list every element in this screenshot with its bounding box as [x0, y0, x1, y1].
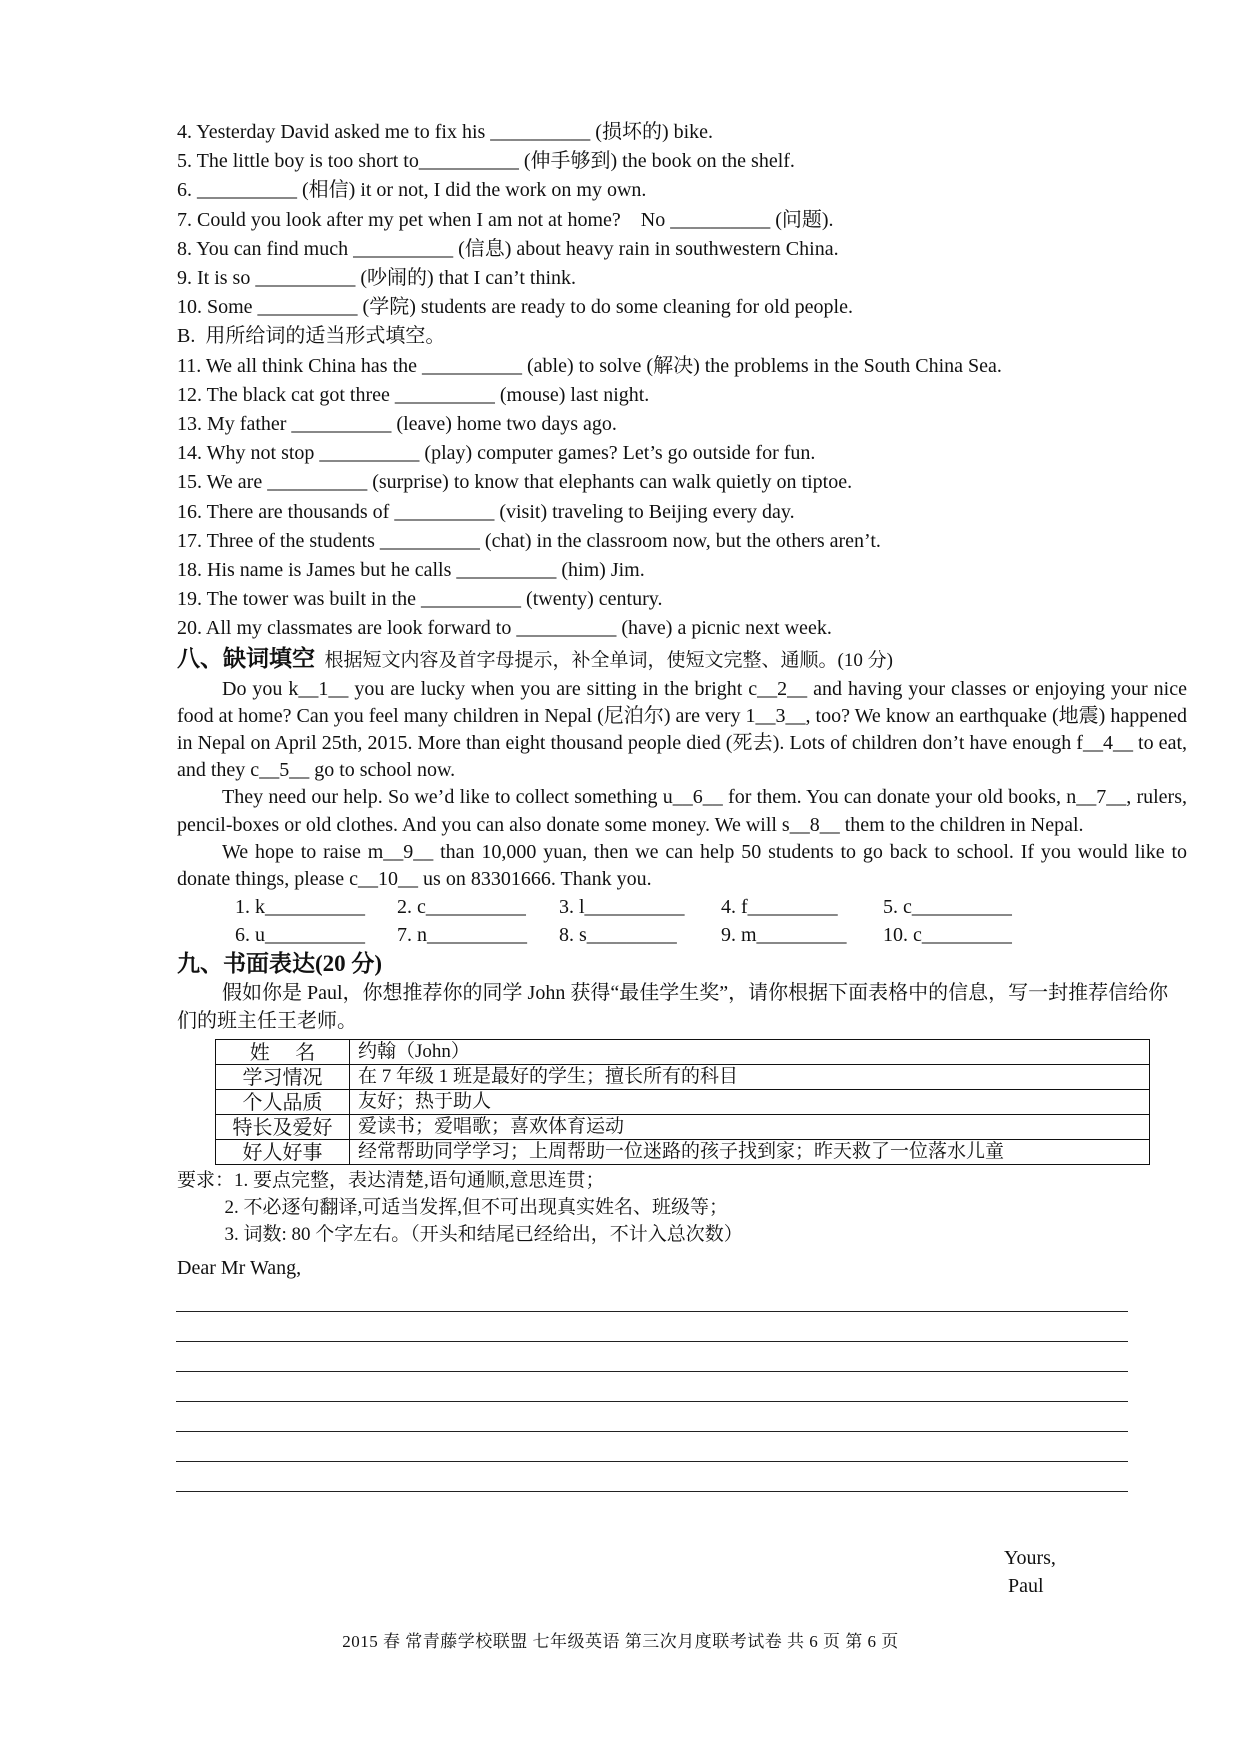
table-value: 友好；热于助人: [350, 1090, 1150, 1115]
question-6: 6. __________ (相信) it or not, I did the work on my own.: [177, 179, 647, 202]
question-12: 12. The black cat got three __________ (mouse) last night.: [177, 383, 650, 406]
question-7: 7. Could you look after my pet when I am not at home? No __________ (问题).: [177, 208, 834, 231]
cloze-passage: [177, 676, 1187, 894]
table-value: 爱读书；爱唱歌；喜欢体育运动: [350, 1115, 1150, 1140]
table-row: [216, 1140, 1150, 1165]
writing-line[interactable]: [176, 1462, 1128, 1492]
answer-blank-2[interactable]: 2. c__________: [397, 896, 526, 919]
signature: Paul: [1008, 1575, 1044, 1597]
section-8-instruction: 根据短文内容及首字母提示，补全单词，使短文完整、通顺。(10 分): [315, 649, 893, 671]
writing-line[interactable]: [176, 1432, 1128, 1462]
table-row: [216, 1040, 1150, 1065]
requirement-2: 2. 不必逐句翻译,可适当发挥,但不可出现真实姓名、班级等；: [177, 1197, 729, 1219]
cloze-paragraph-2: They need our help. So we’d like to collect something u__6__ for them. You can donate your old books, n__7__, rulers, pencil-boxes or old clothes. And you can also donate some money. We will s__8__ them to the children in Nepal.: [177, 786, 1187, 836]
table-label: 好人好事: [216, 1140, 350, 1165]
question-16: 16. There are thousands of __________ (visit) traveling to Beijing every day.: [177, 500, 795, 523]
question-20: 20. All my classmates are look forward to __________ (have) a picnic next week.: [177, 617, 832, 640]
table-label: 特长及爱好: [216, 1115, 350, 1140]
section-8-heading: [177, 644, 1187, 676]
answer-blank-3[interactable]: 3. l__________: [559, 896, 685, 919]
answer-blank-10[interactable]: 10. c_________: [883, 924, 1012, 947]
answer-blank-4[interactable]: 4. f_________: [721, 896, 838, 919]
question-9: 9. It is so __________ (吵闹的) that I can’t think.: [177, 267, 577, 290]
writing-line[interactable]: [176, 1402, 1128, 1432]
question-18: 18. His name is James but he calls __________ (him) Jim.: [177, 559, 645, 582]
writing-line[interactable]: [176, 1312, 1128, 1342]
table-value: 经常帮助同学学习；上周帮助一位迷路的孩子找到家；昨天救了一位落水儿童: [350, 1140, 1150, 1165]
table-row: [216, 1065, 1150, 1090]
section-8-title: 八、缺词填空: [177, 645, 315, 671]
question-13: 13. My father __________ (leave) home two days ago.: [177, 413, 617, 436]
writing-area[interactable]: [177, 1282, 1187, 1492]
question-17: 17. Three of the students __________ (chat) in the classroom now, but the others aren’t.: [177, 529, 881, 552]
part-a-items: [177, 118, 1187, 322]
info-table: [215, 1039, 1150, 1165]
question-8: 8. You can find much __________ (信息) about heavy rain in southwestern China.: [177, 237, 839, 260]
table-value: 约翰（John）: [350, 1040, 1150, 1065]
requirements: [177, 1167, 1187, 1248]
exam-page: [177, 118, 1187, 1492]
writing-line[interactable]: [176, 1282, 1128, 1312]
question-10: 10. Some __________ (学院) students are ready to do some cleaning for old people.: [177, 296, 853, 319]
requirement-3: 3. 词数: 80 个字左右。（开头和结尾已经给出，不计入总次数）: [177, 1224, 743, 1246]
question-15: 15. We are __________ (surprise) to know that elephants can walk quietly on tiptoe.: [177, 471, 853, 494]
section-9-title: 九、书面表达: [177, 951, 315, 977]
answer-blank-5[interactable]: 5. c__________: [883, 896, 1012, 919]
question-5: 5. The little boy is too short to__________ (伸手够到) the book on the shelf.: [177, 150, 795, 173]
salutation: Dear Mr Wang,: [177, 1257, 302, 1280]
answer-blank-1[interactable]: 1. k__________: [235, 896, 365, 919]
table-label: 个人品质: [216, 1090, 350, 1115]
answer-blank-7[interactable]: 7. n__________: [397, 924, 527, 947]
question-14: 14. Why not stop __________ (play) computer games? Let’s go outside for fun.: [177, 442, 816, 465]
table-label: 学习情况: [216, 1065, 350, 1090]
part-b-heading: B. 用所给词的适当形式填空。: [177, 325, 446, 348]
table-value: 在 7 年级 1 班是最好的学生；擅长所有的科目: [350, 1065, 1150, 1090]
table-row: [216, 1090, 1150, 1115]
question-19: 19. The tower was built in the __________ (twenty) century.: [177, 588, 663, 611]
answer-blank-8[interactable]: 8. s_________: [559, 924, 677, 947]
question-4: 4. Yesterday David asked me to fix his __________ (损坏的) bike.: [177, 121, 714, 143]
answer-blank-9[interactable]: 9. m_________: [721, 924, 847, 947]
requirement-1: 要求：1. 要点完整，表达清楚,语句通顺,意思连贯；: [177, 1170, 605, 1192]
writing-prompt: 假如你是 Paul，你想推荐你的同学 John 获得“最佳学生奖”，请你根据下面表格中的信息，写一封推荐信给你们的班主任王老师。: [177, 982, 1169, 1033]
part-b-items: [177, 352, 1187, 644]
page-footer: 2015 春 常青藤学校联盟 七年级英语 第三次月度联考试卷 共 6 页 第 6 页: [342, 1632, 899, 1651]
cloze-answer-blanks: [177, 893, 1187, 949]
writing-line[interactable]: [176, 1372, 1128, 1402]
writing-line[interactable]: [176, 1342, 1128, 1372]
cloze-paragraph-1: Do you k__1__ you are lucky when you are sitting in the bright c__2__ and having your classes or enjoying your nice food at home? Can you feel many children in Nepal (尼泊尔) are very 1__3__, too? We know an earthquake (地震) happened in Nepal on April 25th, 2015. More than eight thousand people died (死去). Lots of children don’t have enough f__4__ to eat, and they c__5__ go to school now.: [177, 677, 1187, 782]
section-9-score: (20 分): [315, 951, 383, 977]
cloze-paragraph-3: We hope to raise m__9__ than 10,000 yuan, then we can help 50 students to go back to school. If you would like to donate things, please c__10__ us on 83301666. Thank you.: [177, 840, 1187, 891]
closing: Yours,: [1004, 1547, 1056, 1569]
answer-blank-6[interactable]: 6. u__________: [235, 924, 365, 947]
table-label: 姓 名: [216, 1040, 350, 1065]
question-11: 11. We all think China has the __________ (able) to solve (解决) the problems in the South China Sea.: [177, 354, 1002, 377]
section-9-heading: [177, 949, 1187, 979]
table-row: [216, 1115, 1150, 1140]
